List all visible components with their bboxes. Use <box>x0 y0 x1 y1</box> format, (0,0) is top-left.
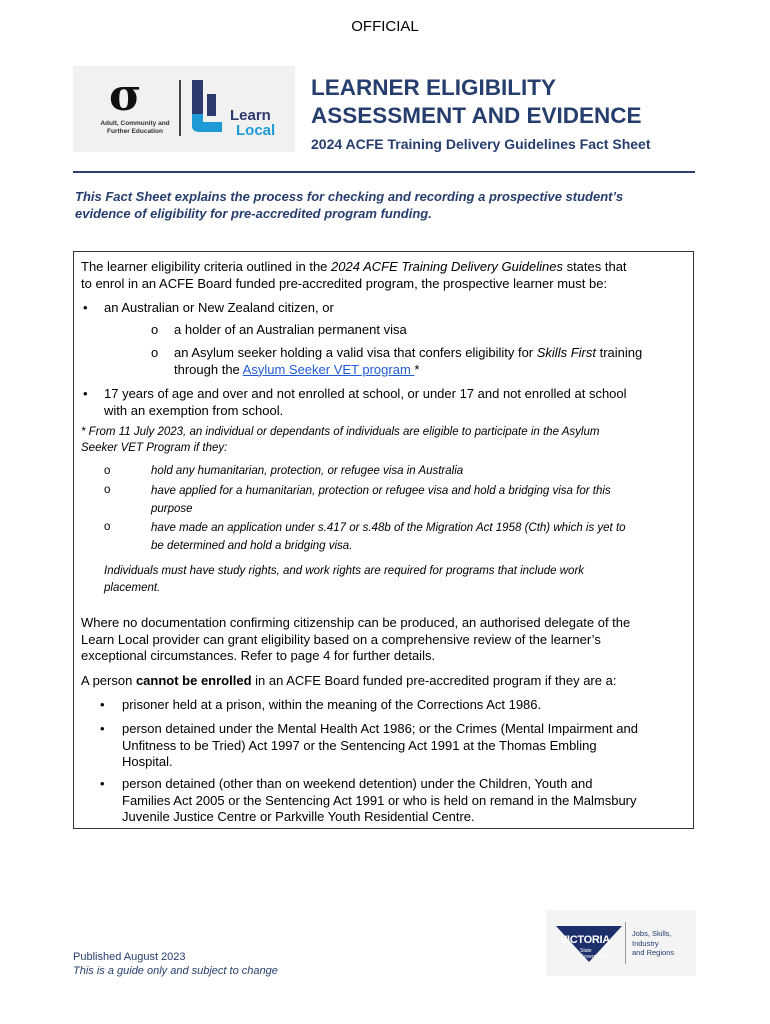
list-item: have applied for a humanitarian, protection or refugee visa and hold a bridging visa for this purpose <box>151 485 611 515</box>
page-subtitle: 2024 ACFE Training Delivery Guidelines Fact Sheet <box>311 136 651 152</box>
asylum-seeker-vet-link[interactable]: Asylum Seeker VET program <box>242 361 415 377</box>
bullet-circle: o <box>151 345 159 360</box>
asylum-seeker-note: * From 11 July 2023, an individual or dependants of individuals are eligible to participate in the Asylum Seeker VET Program if they: <box>81 426 600 454</box>
bullet-dot: • <box>83 300 88 315</box>
intro-text: This Fact Sheet explains the process for checking and recording a prospective student’s evidence of eligibility for pre-accredited program funding. <box>75 189 624 221</box>
list-item: an Australian or New Zealand citizen, or <box>104 300 334 315</box>
list-item: person detained under the Mental Health Act 1986; or the Crimes (Mental Impairment and Unfitness to be Tried) Act 1997 or the Sentencing Act 1991 at the Thomas Embling Hospital. <box>122 721 638 769</box>
acfe-learn-local-logo <box>73 66 295 152</box>
documentation-paragraph: Where no documentation confirming citizenship can be produced, an authorised delegate of the Learn Local provider can grant eligibility based on a comprehensive review of the learner’s exceptional circumstances. Refer to page 4 for further details. <box>81 615 631 663</box>
exclusion-paragraph: A person cannot be enrolled in an ACFE Board funded pre-accredited program if they are a: <box>81 673 617 688</box>
list-item: person detained (other than on weekend detention) under the Children, Youth and Families Act 2005 or the Sentencing Act 1991 or who is held on remand in the Malmsbury Juvenile Justice Centre or Parkville Youth Residential Centre. <box>122 776 637 824</box>
bullet-circle: o <box>151 322 159 337</box>
bullet-dot: • <box>83 386 88 401</box>
acfe-name: Adult, Community and Further Education <box>100 120 170 135</box>
victoria-state-government-logo <box>546 910 696 976</box>
list-item: 17 years of age and over and not enrolled at school, or under 17 and not enrolled at school with an exemption from school. <box>104 386 627 418</box>
local-wordmark: Local <box>236 122 276 139</box>
published-date: Published August 2023 <box>73 951 186 963</box>
bullet-circle: o <box>104 521 111 533</box>
list-item: an Asylum seeker holding a valid visa that confers eligibility for Skills First training through the Asylum Seeker VET program * <box>174 345 643 377</box>
bullet-dot: • <box>100 721 105 736</box>
disclaimer: This is a guide only and subject to change <box>73 965 278 977</box>
bullet-dot: • <box>100 697 105 712</box>
logo-divider <box>179 80 181 136</box>
page-title: LEARNER ELIGIBILITY ASSESSMENT AND EVIDENCE <box>311 75 642 128</box>
victoria-wordmark: VICTORIA <box>560 934 610 946</box>
learn-wordmark: Learn <box>230 107 271 124</box>
state-government-text: State Government <box>580 948 608 960</box>
acfe-sigma-icon: σ <box>109 70 142 121</box>
learn-local-mark-icon <box>192 80 232 136</box>
bullet-circle: o <box>104 484 111 496</box>
title-divider <box>73 171 695 173</box>
criteria-intro-paragraph: The learner eligibility criteria outlined in the 2024 ACFE Training Delivery Guidelines states that to enrol in an ACFE Board funded pre-accredited program, the prospective learner must be: <box>81 259 627 291</box>
logo-divider <box>625 922 626 964</box>
list-item: prisoner held at a prison, within the meaning of the Corrections Act 1986. <box>122 697 542 712</box>
list-item: hold any humanitarian, protection, or refugee visa in Australia <box>151 465 464 477</box>
study-rights-note: Individuals must have study rights, and work rights are required for programs that include work placement. <box>104 565 585 594</box>
list-item: have made an application under s.417 or s.48b of the Migration Act 1958 (Cth) which is yet to be determined and hold a bridging visa. <box>151 522 626 552</box>
bullet-dot: • <box>100 776 105 791</box>
department-name: Jobs, Skills, Industry and Regions <box>632 929 675 957</box>
eligibility-criteria-box <box>73 251 694 829</box>
classification-label: OFFICIAL <box>351 18 419 35</box>
list-item: a holder of an Australian permanent visa <box>174 322 407 337</box>
bullet-circle: o <box>104 465 111 477</box>
